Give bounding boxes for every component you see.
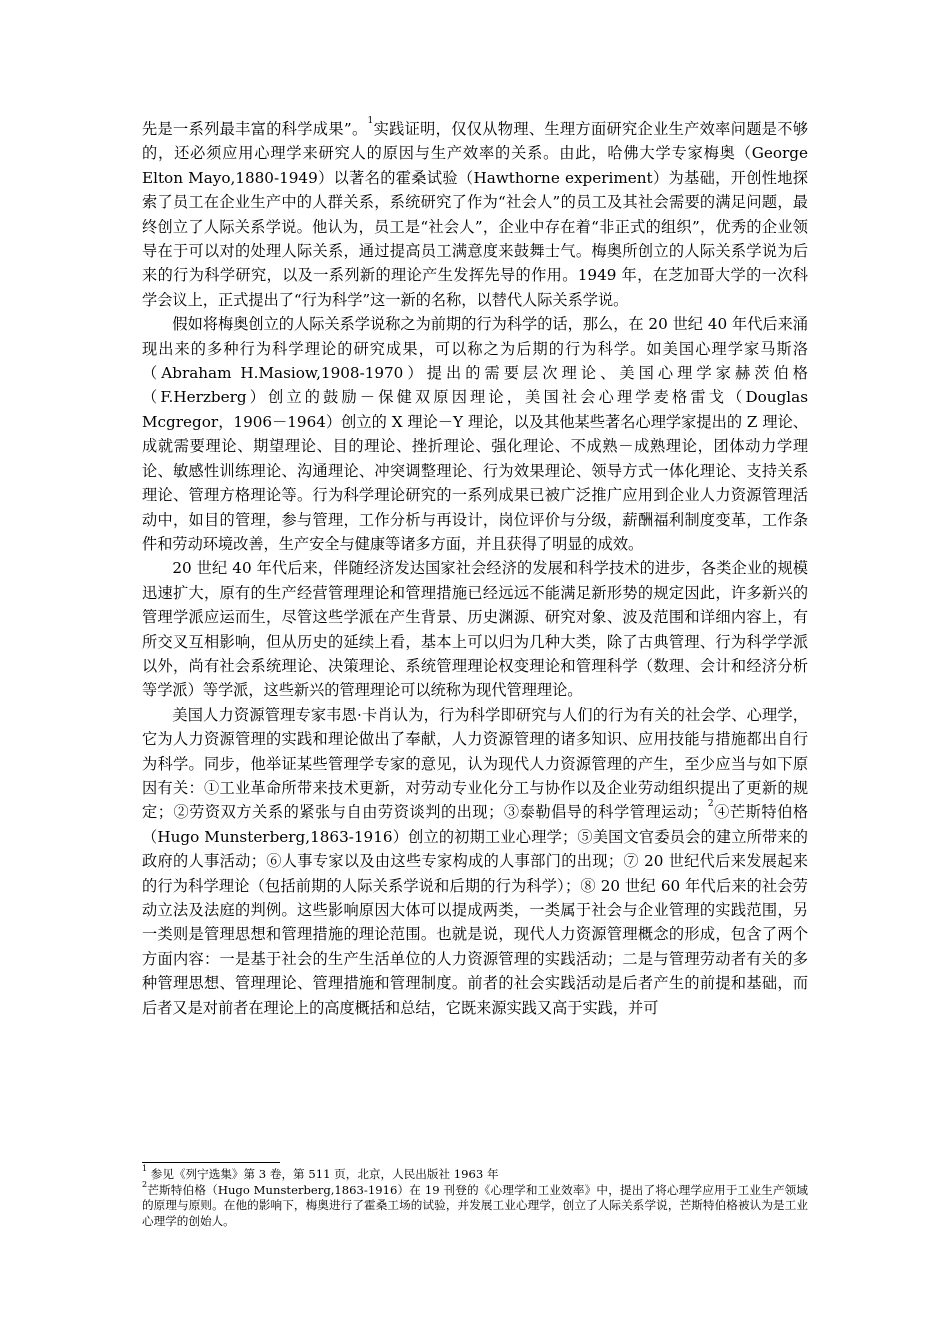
footnote [142,1179,808,1230]
paragraph [142,556,808,702]
paragraph [142,703,808,1020]
footnote-text: 芒斯特伯格（Hugo Munsterberg,1863-1916）在 19 刊登的《心理学和工业效率》中，提出了将心理学应用于工业生产领域的原理与原则。在他的影响下，梅奥进行了霍桑工场的试验，并发展工业心理学，创立了人际关系学说，芒斯特伯格被认为是工业心理学的创始人。 [142,1182,808,1228]
body-text [142,117,808,1020]
paragraph-text: ④芒斯特伯格（Hugo Munsterberg,1863-1916）创立的初期工业心理学；⑤美国文官委员会的建立所带来的政府的人事活动；⑥人事专家以及由这些专家构成的人事部门的出现；⑦ 20 世纪代后来发展起来的行为科学理论（包括前期的人际关系学说和后期的行为科学）；⑧ 20 世纪 60 年代后来的社会劳动立法及法庭的判例。这些影响原因大体可以提成两类，一类属于社会与企业管理的实践范围，另一类则是管理思想和管理措施的理论范围。也就是说，现代人力资源管理概念的形成，包含了两个方面内容：一是基于社会的生产生活单位的人力资源管理的实践活动；二是与管理劳动者有关的多种管理思想、管理理论、管理措施和管理制度。前者的社会实践活动是后者产生的前提和基础，而后者又是对前者在理论上的高度概括和总结，它既来源实践又高于实践，并可 [142,803,809,1017]
paragraph-text: 20 世纪 40 年代后来，伴随经济发达国家社会经济的发展和科学技术的进步，各类企业的规模迅速扩大，原有的生产经营管理理论和管理措施已经远远不能满足新形势的规定因此，许多新兴的管理学派应运而生，尽管这些学派在产生背景、历史渊源、研究对象、波及范围和详细内容上，有所交叉互相影响，但从历史的延续上看，基本上可以归为几种大类，除了古典管理、行为科学学派以外，尚有社会系统理论、决策理论、系统管理理论权变理论和管理科学（数理、会计和经济分析等学派）等学派，这些新兴的管理理论可以统称为现代管理理论。 [142,559,808,700]
footnotes [142,1164,808,1229]
footnote-mark: 1 [142,1164,148,1173]
footnote-mark: 2 [142,1179,148,1189]
footnote-text: 参见《列宁选集》第 3 卷，第 511 页，北京，人民出版社 1963 年 [147,1167,499,1181]
footnote-reference[interactable]: 2 [707,799,714,810]
footnote-separator [142,1162,280,1163]
footnote-reference[interactable]: 1 [367,116,374,126]
paragraph-text: 先是一系列最丰富的科学成果”。 [142,120,368,138]
paragraph [142,312,808,556]
paragraph-text: 美国人力资源管理专家韦恩·卡肖认为，行为科学即研究与人们的行为有关的社会学、心理学，它为人力资源管理的实践和理论做出了奉献，人力资源管理的诸多知识、应用技能与措施都出自行为科学。同步，他举证某些管理学专家的意见，认为现代人力资源管理的产生，至少应当与如下原因有关：①工业革命所带来技术更新，对劳动专业化分工与协作以及企业劳动组织提出了更新的规定；②劳资双方关系的紧张与自由劳资谈判的出现；③泰勒倡导的科学管理运动； [142,705,808,822]
paragraph-text: 实践证明，仅仅从物理、生理方面研究企业生产效率问题是不够的，还必须应用心理学来研究人的原因与生产效率的关系。由此，哈佛大学专家梅奥（George Elton Mayo,1880-1949）以著名的霍桑试验（Hawthorne experiment）为基础，开创性地探索了员工在企业生产中的人群关系，系统研究了作为“社会人”的员工及其社会需要的满足问题，最终创立了人际关系学说。他认为，员工是“社会人”，企业中存在着“非正式的组织”，优秀的企业领导在于可以对的处理人际关系，通过提高员工满意度来鼓舞士气。梅奥所创立的人际关系学说为后来的行为科学研究，以及一系列新的理论产生发挥先导的作用。1949 年，在芝加哥大学的一次科学会议上，正式提出了“行为科学”这一新的名称，以替代人际关系学说。 [142,120,809,309]
paragraph-text: 假如将梅奥创立的人际关系学说称之为前期的行为科学的话，那么，在 20 世纪 40 年代后来涌现出来的多种行为科学理论的研究成果，可以称之为后期的行为科学。如美国心理学家马斯洛（Abraham H.Masiow,1908-1970）提出的需要层次理论、美国心理学家赫茨伯格（F.Herzberg）创立的鼓励－保健双原因理论，美国社会心理学麦格雷戈（Douglas Mcgregor，1906－1964）创立的 X 理论－Y 理论，以及其他某些著名心理学家提出的 Z 理论、成就需要理论、期望理论、目的理论、挫折理论、强化理论、不成熟－成熟理论，团体动力学理论、敏感性训练理论、沟通理论、冲突调整理论、行为效果理论、领导方式一体化理论、支持关系理论、管理方格理论等。行为科学理论研究的一系列成果已被广泛推广应用到企业人力资源管理活动中，如目的管理，参与管理，工作分析与再设计，岗位评价与分级，薪酬福利制度变革，工作条件和劳动环境改善，生产安全与健康等诸多方面，并且获得了明显的成效。 [142,315,808,553]
paragraph [142,117,808,312]
footnote [142,1164,808,1183]
